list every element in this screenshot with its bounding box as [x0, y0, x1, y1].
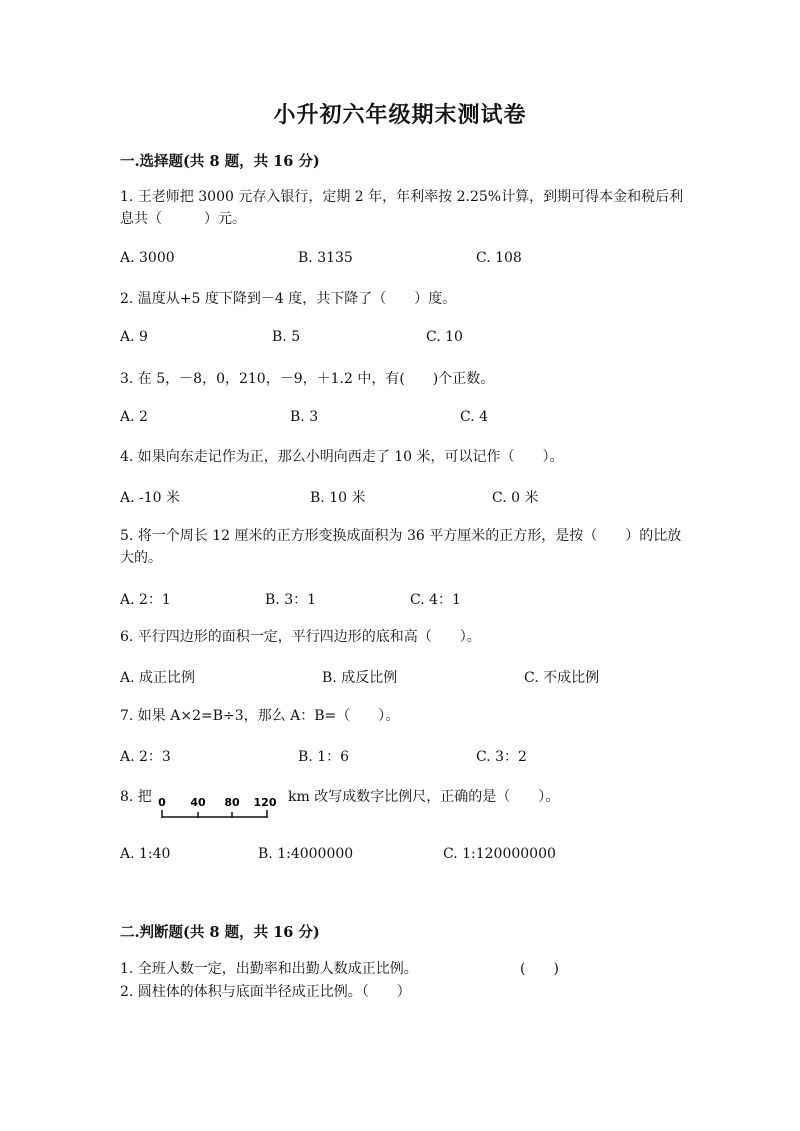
question-4: 4. 如果向东走记作为正，那么小明向西走了 10 米，可以记作（ ）。 — [120, 449, 564, 465]
question-8-prefix: 8. 把 — [120, 789, 152, 805]
q2-option-b: B. 5 — [272, 329, 301, 345]
q2-option-a: A. 9 — [120, 329, 148, 345]
scale-bar — [158, 795, 276, 825]
judge-question-1: 1. 全班人数一定，出勤率和出勤人数成正比例。 — [120, 961, 418, 977]
scale-label-80: 80 — [224, 796, 240, 809]
q7-option-c: C. 3：2 — [476, 749, 527, 765]
judge-question-1-blank: ( ) — [520, 961, 559, 977]
q4-option-b: B. 10 米 — [310, 490, 366, 506]
q6-option-b: B. 成反比例 — [322, 670, 398, 686]
q8-option-c: C. 1:120000000 — [443, 846, 556, 862]
question-6: 6. 平行四边形的面积一定，平行四边形的底和高（ ）。 — [120, 629, 481, 645]
q1-option-a: A. 3000 — [120, 250, 175, 266]
scale-label-40: 40 — [190, 796, 206, 809]
judge-question-2: 2. 圆柱体的体积与底面半径成正比例。（ ） — [120, 984, 411, 1000]
q2-option-c: C. 10 — [426, 329, 463, 345]
q6-option-c: C. 不成比例 — [524, 670, 600, 686]
question-1: 1. 王老师把 3000 元存入银行，定期 2 年，年利率按 2.25%计算，到期可得本金和税后利息共（ ）元。 — [120, 189, 684, 227]
q3-option-b: B. 3 — [290, 409, 319, 425]
q1-option-c: C. 108 — [476, 250, 522, 266]
q5-option-a: A. 2：1 — [120, 592, 171, 608]
section-heading-judgement: 二.判断题(共 8 题，共 16 分) — [120, 924, 320, 941]
question-3: 3. 在 5，－8，0，210，－9，＋1.2 中，有( )个正数。 — [120, 371, 495, 387]
scale-label-0: 0 — [158, 796, 166, 809]
question-7: 7. 如果 A×2=B÷3，那么 A：B=（ ）。 — [120, 708, 400, 724]
q7-option-b: B. 1：6 — [298, 749, 350, 765]
q5-option-b: B. 3：1 — [265, 592, 317, 608]
q6-option-a: A. 成正比例 — [120, 670, 196, 686]
q8-option-a: A. 1:40 — [120, 846, 171, 862]
page-title: 小升初六年级期末测试卷 — [273, 102, 527, 128]
question-2: 2. 温度从+5 度下降到－4 度，共下降了（ ）度。 — [120, 291, 457, 307]
q3-option-a: A. 2 — [120, 409, 148, 425]
q5-option-c: C. 4：1 — [410, 592, 461, 608]
question-5: 5. 将一个周长 12 厘米的正方形变换成面积为 36 平方厘米的正方形，是按（ ）的比放大的。 — [120, 528, 682, 566]
q8-option-b: B. 1:4000000 — [258, 846, 354, 862]
q1-option-b: B. 3135 — [298, 250, 353, 266]
scale-label-120: 120 — [253, 796, 276, 809]
q3-option-c: C. 4 — [460, 409, 489, 425]
q4-option-a: A. -10 米 — [120, 490, 181, 506]
question-8-text: km 改写成数字比例尺，正确的是（ ）。 — [288, 789, 560, 805]
q4-option-c: C. 0 米 — [492, 490, 539, 506]
section-heading-choice: 一.选择题(共 8 题，共 16 分) — [120, 153, 320, 170]
q7-option-a: A. 2：3 — [120, 749, 171, 765]
